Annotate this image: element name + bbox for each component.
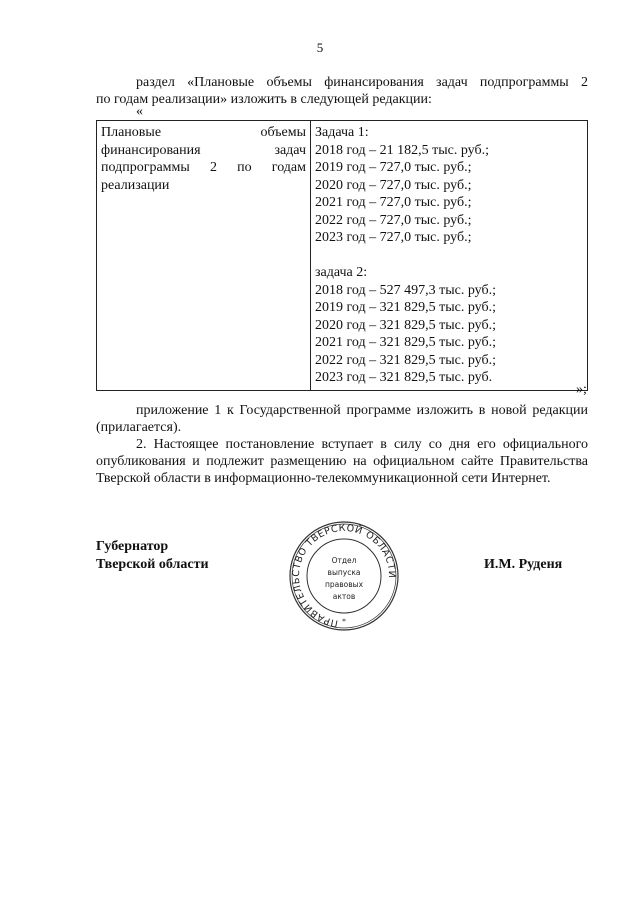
task1-row: 2023 год – 727,0 тыс. руб.; [315, 230, 472, 245]
task2-row: 2023 год – 321 829,5 тыс. руб. [315, 370, 493, 385]
table-left-cell: Плановые объемы финансирования задач подпрограммы 2 по годам реализации [97, 121, 311, 391]
signatory-name: И.М. Руденя [484, 557, 563, 572]
task2-row: 2022 год – 321 829,5 тыс. руб.; [315, 352, 496, 368]
intro-line-1: раздел «Плановые объемы финансирования задач подпрограммы 2 [136, 75, 588, 90]
task2-row: 2020 год – 321 829,5 тыс. руб.; [315, 317, 496, 333]
task1-row: 2022 год – 727,0 тыс. руб.; [315, 212, 472, 228]
clause-2-rest: опубликования и подлежит размещению на официальном сайте Правительства Тверской области в информационно-телекоммуникационной сети Интернет. [96, 454, 588, 486]
task2-row: 2019 год – 321 829,5 тыс. руб.; [315, 300, 496, 315]
financing-table [96, 120, 588, 391]
stamp-line: актов [332, 592, 356, 601]
closing-quote: »; [576, 382, 587, 397]
opening-quote: « [136, 104, 143, 119]
stamp-star-icon: * [342, 617, 346, 626]
signatory-title-line-1: Губернатор [96, 539, 169, 554]
official-stamp [288, 520, 400, 632]
task2-row: 2021 год – 321 829,5 тыс. руб.; [315, 335, 496, 350]
stamp-ring-text: ПРАВИТЕЛЬСТВО ТВЕРСКОЙ ОБЛАСТИ [290, 522, 398, 629]
stamp-line: Отдел [331, 556, 357, 565]
appendix-paragraph [96, 402, 588, 436]
stamp-line: правовых [324, 580, 364, 589]
spacer [315, 247, 583, 265]
clause-2-line-1: 2. Настоящее постановление вступает в силу со дня его официального [136, 437, 588, 452]
stamp-line: выпуска [327, 568, 361, 577]
task2-row: 2018 год – 527 497,3 тыс. руб.; [315, 282, 496, 298]
appendix-line-1: приложение 1 к Государственной программе изложить в новой редакции [136, 403, 588, 418]
page-number: 5 [316, 40, 324, 55]
clause-2-paragraph [96, 436, 588, 487]
task1-row: 2020 год – 727,0 тыс. руб.; [315, 177, 472, 193]
task2-title: задача 2: [315, 265, 368, 280]
table-right-cell [311, 121, 588, 391]
task1-row: 2018 год – 21 182,5 тыс. руб.; [315, 142, 489, 158]
appendix-line-2: (прилагается). [96, 420, 182, 435]
task1-row: 2021 год – 727,0 тыс. руб.; [315, 195, 472, 210]
task1-row: 2019 год – 727,0 тыс. руб.; [315, 160, 472, 175]
intro-paragraph [96, 74, 588, 108]
intro-line-2: по годам реализации» изложить в следующей редакции: [96, 92, 432, 107]
signatory-title [96, 538, 209, 574]
signatory-title-line-2: Тверской области [96, 557, 209, 572]
task1-title: Задача 1: [315, 125, 369, 140]
